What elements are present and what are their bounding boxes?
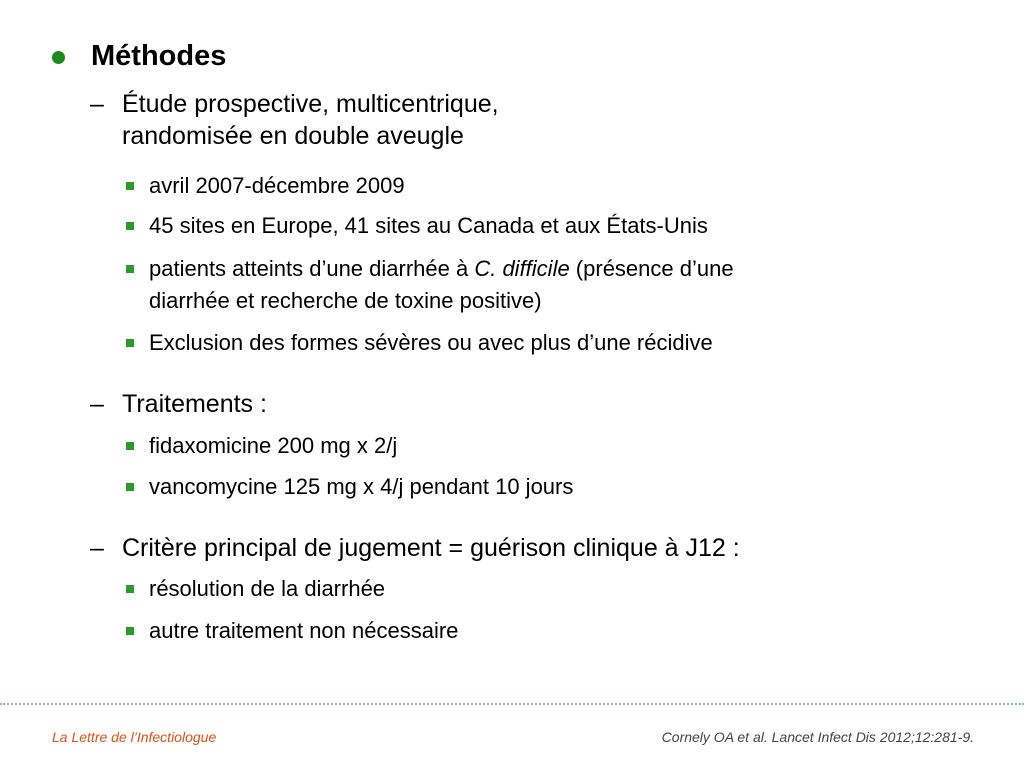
list-item-text: résolution de la diarrhée: [149, 576, 386, 601]
square-bullet-icon: [126, 627, 134, 635]
list-item-text: autre traitement non nécessaire: [149, 618, 459, 643]
square-bullet-icon: [126, 182, 134, 190]
dash-icon: –: [90, 90, 104, 118]
list-item-text: avril 2007-décembre 2009: [149, 173, 405, 198]
list-item: [126, 573, 385, 605]
list-item-text: diarrhée et recherche de toxine positive): [149, 288, 542, 313]
list-item: [126, 170, 405, 202]
heading-bullet: [52, 40, 226, 73]
citation: Cornely OA et al. Lancet Infect Dis 2012;12:281-9.: [661, 729, 974, 745]
section-title-line: Traitements :: [122, 390, 267, 418]
list-item-text: fidaxomicine 200 mg x 2/j: [149, 433, 398, 458]
list-item-text: (présence d’une: [569, 256, 734, 281]
section-title: [90, 388, 267, 420]
list-item: [126, 615, 458, 647]
square-bullet-icon: [126, 222, 134, 230]
square-bullet-icon: [126, 442, 134, 450]
heading: Méthodes: [91, 40, 227, 72]
list-item-text: Exclusion des formes sévères ou avec plus d’une récidive: [149, 330, 713, 355]
list-item-text: 45 sites en Europe, 41 sites au Canada et aux États-Unis: [149, 213, 708, 238]
dash-icon: –: [90, 390, 104, 418]
square-bullet-icon: [126, 483, 134, 491]
list-item: [126, 210, 708, 242]
bullet-dot-icon: [52, 51, 65, 64]
list-item: [126, 327, 713, 359]
square-bullet-icon: [126, 339, 134, 347]
list-item-text: vancomycine 125 mg x 4/j pendant 10 jours: [149, 474, 574, 499]
square-bullet-icon: [126, 585, 134, 593]
list-item: [126, 471, 573, 503]
list-item: [126, 253, 734, 317]
section-title-line: randomisée en double aveugle: [122, 122, 464, 150]
section-title: [90, 88, 499, 152]
list-item-text: patients atteints d’une diarrhée à: [149, 256, 475, 281]
list-item: [126, 430, 397, 462]
dash-icon: –: [90, 534, 104, 562]
section-title-line: Critère principal de jugement = guérison clinique à J12 :: [122, 534, 740, 562]
species-name: C. difficile: [474, 256, 570, 281]
footer-divider: [0, 703, 1024, 705]
section-title-line: Étude prospective, multicentrique,: [122, 90, 499, 118]
section-title: [90, 532, 740, 564]
square-bullet-icon: [126, 265, 134, 273]
journal-name: La Lettre de l’Infectiologue: [52, 729, 217, 745]
